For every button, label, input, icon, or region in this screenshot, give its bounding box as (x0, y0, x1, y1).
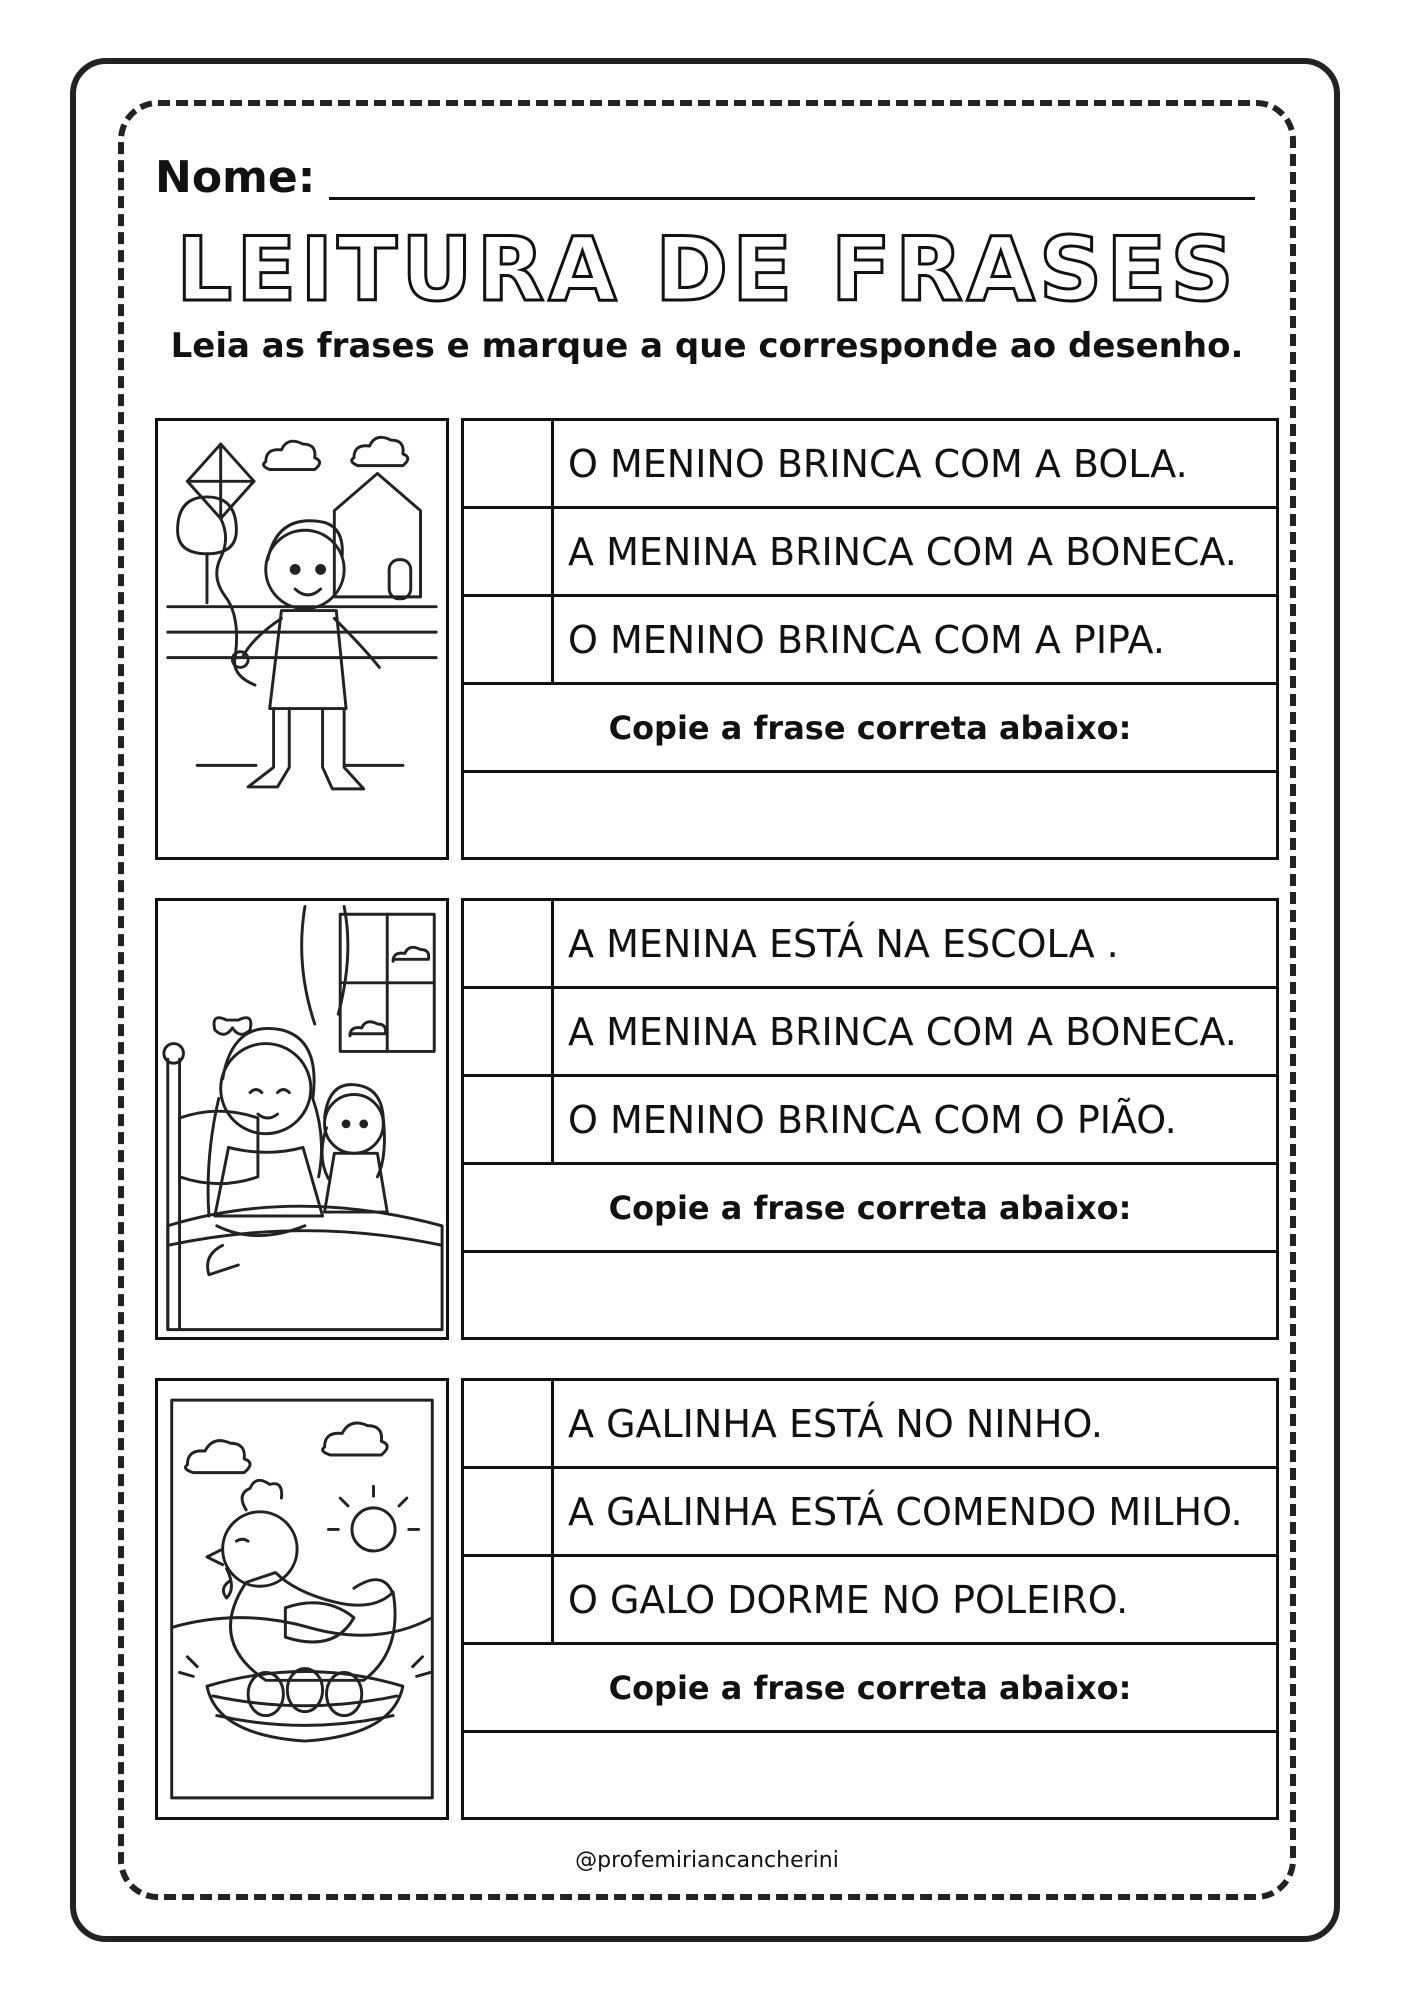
option-text: A MENINA BRINCA COM A BONECA. (568, 1009, 1237, 1054)
boy-kite-illustration (155, 418, 449, 860)
option-text: O GALO DORME NO POLEIRO. (568, 1577, 1129, 1622)
answer-checkbox[interactable] (464, 1469, 554, 1554)
hen-nest-illustration (155, 1378, 449, 1820)
copy-instruction: Copie a frase correta abaixo: (464, 1645, 1276, 1733)
option-row[interactable] (464, 597, 1276, 685)
option-text: A MENINA BRINCA COM A BONECA. (568, 529, 1237, 574)
exercise-1 (155, 418, 1275, 860)
copy-answer-area[interactable] (464, 1733, 1276, 1821)
name-field[interactable] (155, 140, 1255, 203)
answer-checkbox[interactable] (464, 1077, 554, 1162)
answer-checkbox[interactable] (464, 1381, 554, 1466)
option-text: A GALINHA ESTÁ NO NINHO. (568, 1401, 1103, 1446)
option-text: O MENINO BRINCA COM A PIPA. (568, 617, 1165, 662)
option-row[interactable] (464, 1469, 1276, 1557)
copy-answer-area[interactable] (464, 773, 1276, 861)
answer-checkbox[interactable] (464, 421, 554, 506)
option-text: A MENINA ESTÁ NA ESCOLA . (568, 921, 1119, 966)
answer-checkbox[interactable] (464, 901, 554, 986)
option-row[interactable] (464, 509, 1276, 597)
answer-checkbox[interactable] (464, 509, 554, 594)
option-row[interactable] (464, 1381, 1276, 1469)
option-row[interactable] (464, 901, 1276, 989)
copy-instruction: Copie a frase correta abaixo: (464, 1165, 1276, 1253)
worksheet-title: LEITURA DE FRASES (176, 218, 1238, 321)
answer-checkbox[interactable] (464, 597, 554, 682)
option-row[interactable] (464, 1077, 1276, 1165)
option-text: O MENINO BRINCA COM A BOLA. (568, 441, 1188, 486)
option-row[interactable] (464, 421, 1276, 509)
name-label: Nome: (155, 152, 316, 203)
options-table-1 (461, 418, 1279, 860)
girl-doll-illustration (155, 898, 449, 1340)
author-credit: @profemiriancancherini (575, 1848, 839, 1873)
option-text: O MENINO BRINCA COM O PIÃO. (568, 1097, 1177, 1142)
answer-checkbox[interactable] (464, 1557, 554, 1642)
options-table-2 (461, 898, 1279, 1340)
copy-instruction: Copie a frase correta abaixo: (464, 685, 1276, 773)
option-text: A GALINHA ESTÁ COMENDO MILHO. (568, 1489, 1243, 1534)
instructions: Leia as frases e marque a que corresponde ao desenho. (170, 326, 1244, 366)
option-row[interactable] (464, 989, 1276, 1077)
exercise-3 (155, 1378, 1275, 1820)
option-row[interactable] (464, 1557, 1276, 1645)
name-write-line[interactable] (329, 157, 1255, 200)
answer-checkbox[interactable] (464, 989, 554, 1074)
exercise-2 (155, 898, 1275, 1340)
copy-answer-area[interactable] (464, 1253, 1276, 1341)
options-table-3 (461, 1378, 1279, 1820)
